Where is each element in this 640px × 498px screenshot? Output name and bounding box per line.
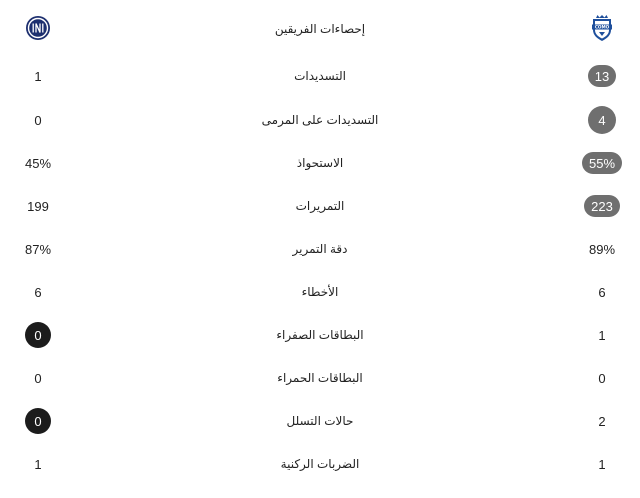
stat-row-shots [0, 61, 640, 91]
left-value: 87% [24, 241, 52, 257]
right-value: 6 [598, 284, 606, 300]
right-value: 89% [588, 241, 616, 257]
stat-label: التسديدات على المرمى [261, 113, 379, 127]
stat-row-possession [0, 148, 640, 178]
stat-row-fouls [0, 277, 640, 307]
right-value-cell [564, 234, 640, 264]
left-value-highlight: 0 [25, 408, 51, 434]
left-value: 6 [34, 284, 42, 300]
left-value-cell [0, 148, 76, 178]
right-value-cell [564, 449, 640, 479]
right-value-cell [564, 148, 640, 178]
stat-label: حالات التسلل [286, 414, 354, 428]
stat-row-red-cards [0, 363, 640, 393]
stat-label: البطاقات الصفراء [276, 328, 364, 342]
como-logo-text: COMO [594, 24, 610, 30]
right-value-cell [564, 320, 640, 350]
right-value-cell [564, 61, 640, 91]
left-value-highlight: 0 [25, 322, 51, 348]
stat-row-passes [0, 191, 640, 221]
right-value-cell [564, 363, 640, 393]
right-value-highlight: 223 [584, 195, 620, 217]
left-value-cell [0, 234, 76, 264]
stat-label: التسديدات [294, 69, 346, 83]
stat-row-pass-accuracy [0, 234, 640, 264]
right-value-highlight: 4 [588, 106, 616, 134]
right-value-highlight: 55% [582, 152, 622, 174]
left-value: 0 [34, 112, 42, 128]
stat-row-yellow-cards [0, 320, 640, 350]
left-value: 0 [34, 370, 42, 386]
left-value: 1 [34, 68, 42, 84]
inter-logo-icon [25, 15, 51, 44]
stat-label: الأخطاء [301, 285, 339, 299]
stat-label: البطاقات الحمراء [277, 371, 363, 385]
right-value-highlight: 13 [588, 65, 616, 87]
right-value-cell [564, 105, 640, 135]
stat-label: التمريرات [295, 199, 345, 213]
stat-row-shots-on-target [0, 105, 640, 135]
left-team-logo-cell [0, 14, 76, 44]
left-value-cell [0, 61, 76, 91]
right-value: 2 [598, 413, 606, 429]
stats-header-row [0, 14, 640, 44]
left-value-cell [0, 363, 76, 393]
left-value-cell [0, 277, 76, 307]
left-value-cell [0, 406, 76, 436]
stat-label: الضربات الركنية [280, 457, 360, 471]
left-value-cell [0, 449, 76, 479]
stats-title: إحصاءات الفريقين [274, 22, 366, 36]
right-value-cell [564, 406, 640, 436]
right-value-cell [564, 191, 640, 221]
left-value: 45% [24, 155, 52, 171]
left-value-cell [0, 320, 76, 350]
left-value: 199 [27, 198, 49, 214]
stat-label: دقة التمرير [292, 242, 348, 256]
left-value-cell [0, 191, 76, 221]
left-value-cell [0, 105, 76, 135]
right-value-cell [564, 277, 640, 307]
left-value: 1 [34, 456, 42, 472]
como-logo-icon [590, 14, 614, 45]
right-team-logo-cell [564, 14, 640, 44]
right-value: 0 [598, 370, 606, 386]
right-value: 1 [598, 456, 606, 472]
stat-row-offsides [0, 406, 640, 436]
stat-label: الاستحواذ [296, 156, 344, 170]
right-value: 1 [598, 327, 606, 343]
stat-row-corners [0, 449, 640, 479]
